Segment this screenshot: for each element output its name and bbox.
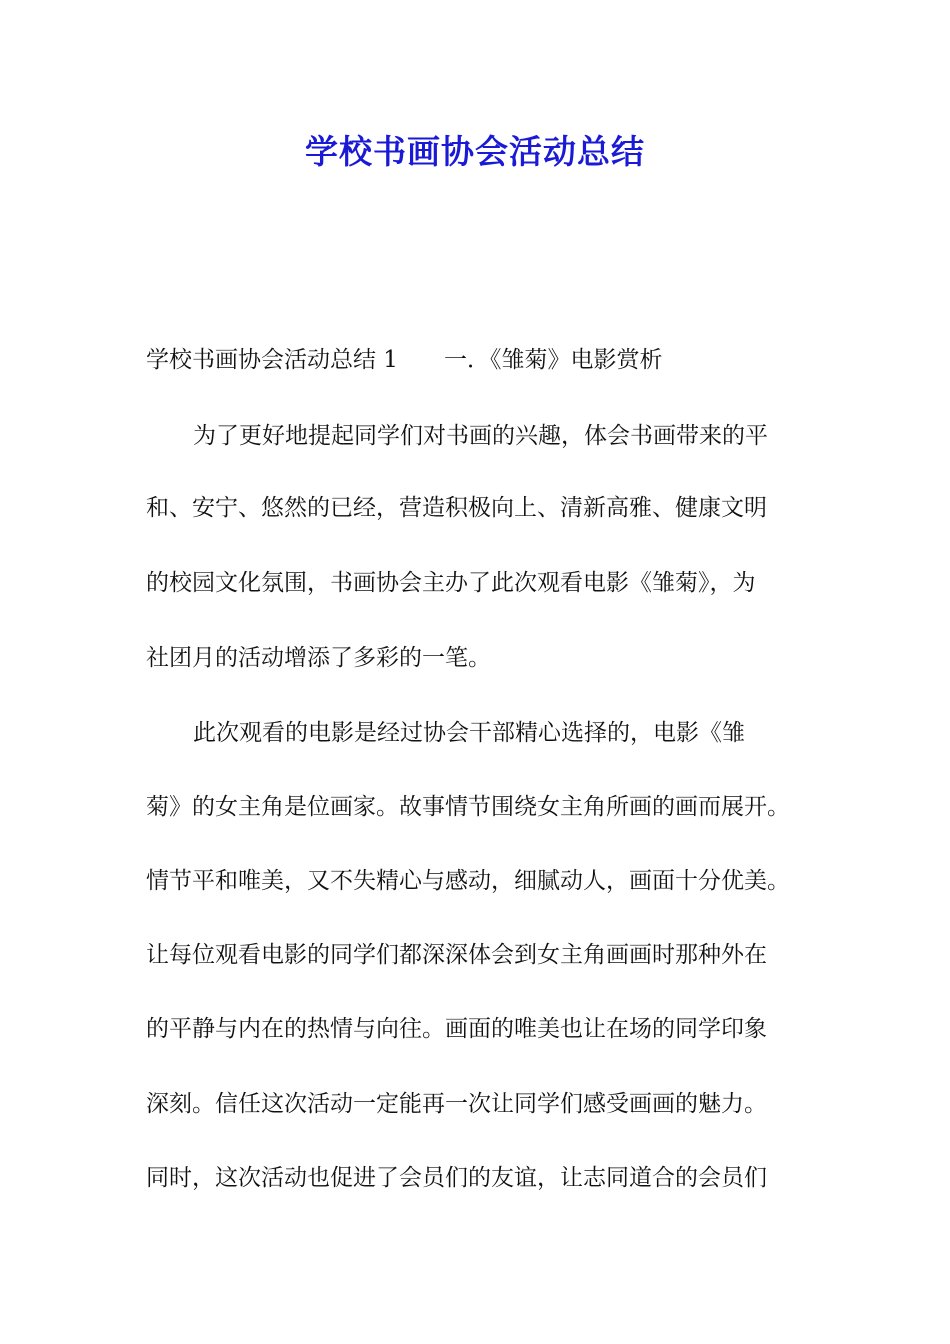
section-heading-right: 一．《雏菊》电影赏析 <box>443 347 663 373</box>
paragraph-line: 同时，这次活动也促进了会员们的友谊，让志同道合的会员们 <box>146 1165 767 1191</box>
paragraph-line: 情节平和唯美，又不失精心与感动，细腻动人，画面十分优美。 <box>146 868 790 894</box>
paragraph-line: 深刻。信任这次活动一定能再一次让同学们感受画画的魅力。 <box>146 1091 767 1117</box>
paragraph-line: 社团月的活动增添了多彩的一笔。 <box>146 645 491 671</box>
paragraph-line: 此次观看的电影是经过协会干部精心选择的，电影《雏 <box>193 720 745 746</box>
paragraph-line: 和、安宁、悠然的已经，营造积极向上、清新高雅、健康文明 <box>146 495 767 521</box>
paragraph-line: 菊》的女主角是位画家。故事情节围绕女主角所画的画而展开。 <box>146 794 790 820</box>
paragraph-line: 为了更好地提起同学们对书画的兴趣，体会书画带来的平 <box>193 423 768 449</box>
section-heading <box>146 342 662 378</box>
section-heading-left: 学校书画协会活动总结 1 <box>146 347 398 373</box>
paragraph-line: 的平静与内在的热情与向往。画面的唯美也让在场的同学印象 <box>146 1016 767 1042</box>
document-title: 学校书画协会活动总结 <box>305 132 645 171</box>
paragraph-line: 让每位观看电影的同学们都深深体会到女主角画画时那种外在 <box>146 942 767 968</box>
paragraph-line: 的校园文化氛围，书画协会主办了此次观看电影《雏菊》，为 <box>146 570 756 596</box>
